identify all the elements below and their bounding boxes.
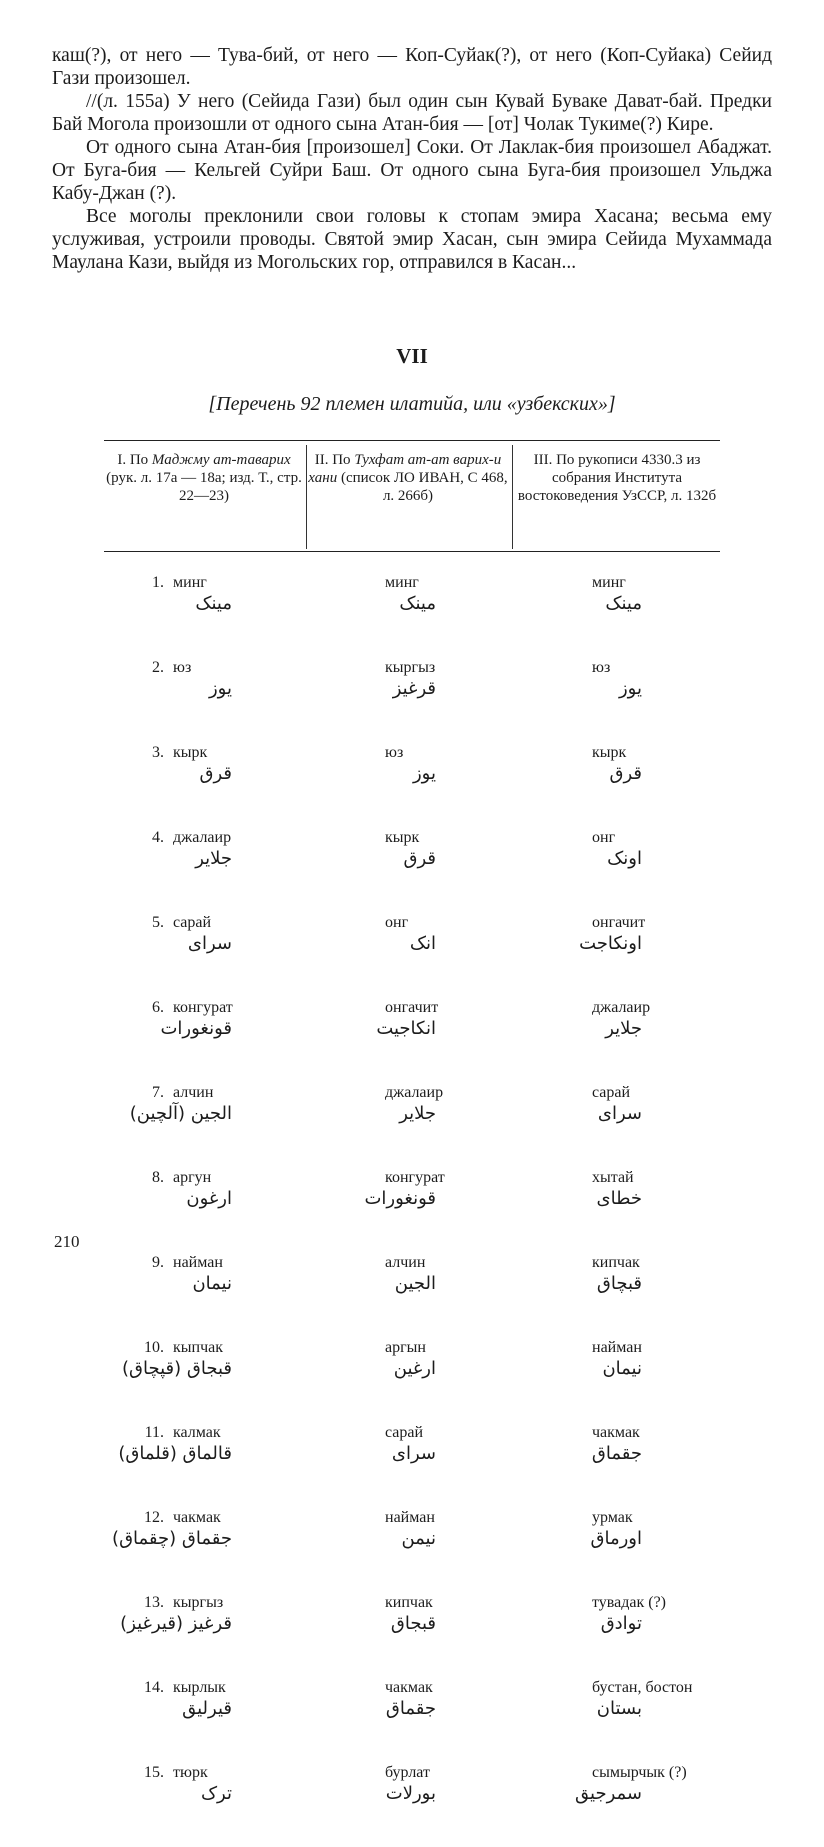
table-row (0, 1337, 824, 1422)
col3-arabic-name: اونکاجت (579, 933, 642, 954)
col1-arabic-name: جقماق (چقماق) (112, 1528, 232, 1549)
col2-arabic-name: انک (409, 933, 436, 954)
column-header-1: I. По Маджму ат-таварих (рук. л. 17а — 18а; изд. Т., стр. 22—23) (106, 452, 302, 504)
page-number: 210 (54, 1232, 80, 1251)
row-number: 10. (144, 1339, 164, 1356)
col2-arabic-name: قرغیز (392, 678, 436, 699)
col1-arabic-name: ترک (200, 1783, 232, 1804)
section-number: VII (396, 344, 428, 368)
col1-russian-name: минг (173, 574, 207, 591)
col3-russian-name: онгачит (592, 914, 646, 931)
table-row (0, 1507, 824, 1592)
col1-russian-name: сарай (173, 914, 212, 931)
table-row (0, 1762, 824, 1847)
col3-russian-name: сымырчык (?) (592, 1764, 687, 1781)
paragraph-4: Все моголы преклонили свои головы к стопам эмира Хасана; весьма ему услуживая, устроили проводы. Святой эмир Хасан, сын эмира Сейида Мухаммада Маулана Кази, выйдя из Могольских гор, отправился в Касан... (52, 206, 772, 273)
col1-arabic-name: سرای (187, 933, 232, 954)
col2-arabic-name: قبجاق (390, 1613, 436, 1634)
col2-russian-name: чакмак (385, 1679, 433, 1696)
col2-russian-name: бурлат (385, 1764, 430, 1781)
col2-russian-name: найман (385, 1509, 435, 1526)
col2-arabic-name: انکاجیت (376, 1018, 436, 1039)
col3-arabic-name: یوز (618, 678, 642, 699)
col2-russian-name: кыргыз (385, 659, 436, 676)
row-number: 8. (152, 1169, 164, 1186)
col2-russian-name: кырк (385, 829, 420, 846)
col1-russian-name: юз (173, 659, 192, 676)
col1-russian-name: конгурат (173, 999, 233, 1016)
col1-arabic-name: یوز (208, 678, 232, 699)
col3-arabic-name: مینک (605, 593, 642, 614)
col3-arabic-name: اونک (607, 848, 642, 869)
col3-arabic-name: نیمان (602, 1358, 642, 1379)
col1-arabic-name: قبجاق (قپچاق) (122, 1358, 232, 1379)
paragraph-1: каш(?), от него — Тува-бий, от него — Коп-Суйак(?), от него (Коп-Суйака) Сейид Гази произошел. (52, 45, 772, 89)
col1-arabic-name: قونغورات (160, 1018, 232, 1039)
col3-arabic-name: قبچاق (596, 1273, 642, 1294)
table-row (0, 1167, 824, 1252)
col1-arabic-name: الجین (آلچین) (129, 1103, 232, 1124)
col2-arabic-name: نیمن (401, 1528, 436, 1549)
col1-russian-name: кыпчак (173, 1339, 224, 1356)
table-row (0, 997, 824, 1082)
col3-russian-name: урмак (592, 1509, 633, 1526)
col2-russian-name: алчин (385, 1254, 426, 1271)
col3-russian-name: кипчак (592, 1254, 640, 1271)
column-header-2: II. По Тухфат ат-ат варих-и хани (список ЛО ИВАН, С 468, л. 266б) (308, 452, 508, 504)
col3-russian-name: кырк (592, 744, 627, 761)
col3-russian-name: джалаир (592, 999, 651, 1016)
row-number: 5. (152, 914, 164, 931)
col1-russian-name: алчин (173, 1084, 214, 1101)
col2-russian-name: минг (385, 574, 419, 591)
table-row (0, 572, 824, 657)
col3-arabic-name: جلایر (605, 1018, 642, 1039)
col2-russian-name: кипчак (385, 1594, 433, 1611)
row-number: 11. (144, 1424, 164, 1441)
col3-arabic-name: بستان (596, 1698, 642, 1719)
col2-arabic-name: جلایر (399, 1103, 436, 1124)
paragraph-3: От одного сына Атан-бия [произошел] Соки. От Лаклак-бия произошел Абаджат. От Буга-бия — Кельгей Суйри Баш. От одного сына Буга-бия произошел Ульджа Кабу-Джан (?). (52, 137, 772, 204)
row-number: 12. (144, 1509, 164, 1526)
col1-russian-name: джалаир (173, 829, 232, 846)
col1-russian-name: аргун (173, 1169, 212, 1186)
col3-russian-name: сарай (592, 1084, 631, 1101)
col1-arabic-name: نیمان (192, 1273, 232, 1294)
col2-arabic-name: ارغین (393, 1358, 436, 1379)
col1-arabic-name: قرق (199, 763, 232, 784)
tribe-list (0, 572, 824, 1847)
col3-arabic-name: توادق (600, 1613, 642, 1634)
table-row (0, 1252, 824, 1337)
col2-arabic-name: قرق (403, 848, 436, 869)
col3-russian-name: хытай (592, 1169, 634, 1186)
row-number: 2. (152, 659, 164, 676)
col1-russian-name: калмак (173, 1424, 221, 1441)
col3-russian-name: юз (592, 659, 611, 676)
row-number: 1. (152, 574, 164, 591)
table-row (0, 827, 824, 912)
col2-russian-name: аргын (385, 1339, 426, 1356)
col3-russian-name: минг (592, 574, 626, 591)
col1-russian-name: тюрк (173, 1764, 208, 1781)
table-row (0, 1677, 824, 1762)
col3-arabic-name: جقماق (591, 1443, 642, 1464)
paragraph-2: //(л. 155а) У него (Сейида Гази) был один сын Кувай Буваке Дават-бай. Предки Бай Могола произошли от одного сына Атан-бия — [от] Чолак Тукиме(?) Кире. (52, 91, 772, 135)
col2-russian-name: сарай (385, 1424, 424, 1441)
table-row (0, 1082, 824, 1167)
col1-arabic-name: قرغیز (قیرغیز) (120, 1613, 232, 1634)
col2-russian-name: джалаир (385, 1084, 444, 1101)
col3-arabic-name: سمرجیق (575, 1783, 642, 1804)
row-number: 14. (144, 1679, 164, 1696)
col2-arabic-name: مینک (399, 593, 436, 614)
col2-arabic-name: سرای (391, 1443, 436, 1464)
table-row (0, 1422, 824, 1507)
table-row (0, 1592, 824, 1677)
col2-russian-name: юз (385, 744, 404, 761)
table-header (104, 440, 720, 552)
column-header-3: III. По рукописи 4330.3 из собрания Института востоковедения УзССР, л. 132б (517, 452, 717, 504)
row-number: 15. (144, 1764, 164, 1781)
col1-arabic-name: ارغون (186, 1188, 232, 1209)
table-row (0, 657, 824, 742)
col2-russian-name: онгачит (385, 999, 439, 1016)
col1-russian-name: найман (173, 1254, 223, 1271)
table-row (0, 912, 824, 997)
col1-russian-name: чакмак (173, 1509, 221, 1526)
col1-arabic-name: مینک (195, 593, 232, 614)
row-number: 9. (152, 1254, 164, 1271)
col3-russian-name: бустан, бостон (592, 1679, 693, 1696)
row-number: 4. (152, 829, 164, 846)
col2-arabic-name: بورلات (385, 1783, 436, 1804)
col2-arabic-name: جقماق (385, 1698, 436, 1719)
col3-arabic-name: اورماق (590, 1528, 642, 1549)
col2-arabic-name: قونغورات (364, 1188, 436, 1209)
col3-arabic-name: قرق (609, 763, 642, 784)
col3-russian-name: чакмак (592, 1424, 640, 1441)
row-number: 6. (152, 999, 164, 1016)
col3-arabic-name: سرای (597, 1103, 642, 1124)
row-number: 7. (152, 1084, 164, 1101)
col1-arabic-name: قیرلیق (182, 1698, 232, 1719)
col2-arabic-name: الجین (394, 1273, 436, 1294)
col2-russian-name: онг (385, 914, 409, 931)
col1-arabic-name: جلایر (195, 848, 232, 869)
col3-arabic-name: خطای (596, 1188, 642, 1209)
column-divider (512, 445, 513, 549)
col3-russian-name: тувадак (?) (592, 1594, 666, 1611)
col2-arabic-name: یوز (412, 763, 436, 784)
col3-russian-name: найман (592, 1339, 642, 1356)
table-row (0, 742, 824, 827)
body-text (52, 44, 772, 274)
col1-arabic-name: قالماق (قلماق) (118, 1443, 232, 1464)
col2-russian-name: конгурат (385, 1169, 445, 1186)
row-number: 3. (152, 744, 164, 761)
col1-russian-name: кырк (173, 744, 208, 761)
section-title: [Перечень 92 племен илатийа, или «узбекских»] (208, 393, 616, 415)
col3-russian-name: онг (592, 829, 616, 846)
row-number: 13. (144, 1594, 164, 1611)
col1-russian-name: кыргыз (173, 1594, 224, 1611)
col1-russian-name: кырлык (173, 1679, 226, 1696)
